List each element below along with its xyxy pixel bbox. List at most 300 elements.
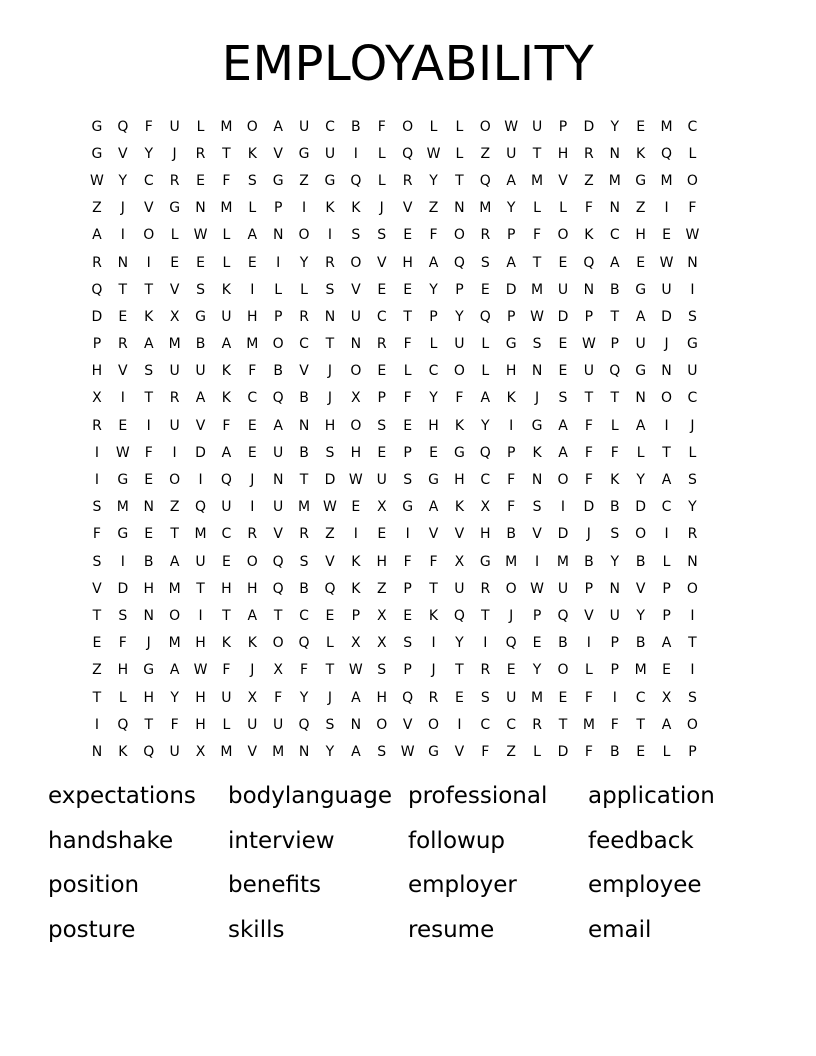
grid-letter[interactable]: W <box>530 580 544 597</box>
grid-letter[interactable]: Z <box>635 200 646 217</box>
grid-letter[interactable]: E <box>377 281 387 298</box>
grid-letter[interactable]: Z <box>584 172 594 189</box>
grid-letter[interactable]: V <box>299 363 309 380</box>
grid-letter[interactable]: I <box>664 200 669 217</box>
grid-letter[interactable]: H <box>91 363 103 380</box>
grid-letter[interactable]: W <box>426 145 441 162</box>
grid-letter[interactable]: V <box>635 580 646 597</box>
grid-letter[interactable]: K <box>584 227 594 244</box>
grid-letter[interactable]: T <box>455 662 464 679</box>
grid-letter[interactable]: I <box>94 472 100 489</box>
grid-letter[interactable]: T <box>636 716 645 733</box>
grid-letter[interactable]: T <box>403 308 412 325</box>
grid-letter[interactable]: Q <box>402 689 414 706</box>
grid-letter[interactable]: B <box>635 553 646 570</box>
grid-letter[interactable]: Y <box>636 607 645 624</box>
grid-letter[interactable]: M <box>634 662 647 679</box>
grid-letter[interactable]: C <box>299 336 309 353</box>
grid-letter[interactable]: S <box>325 281 335 298</box>
grid-letter[interactable]: E <box>325 607 335 624</box>
grid-letter[interactable]: U <box>169 417 180 434</box>
grid-letter[interactable]: I <box>405 526 410 543</box>
grid-letter[interactable]: L <box>429 336 438 353</box>
grid-letter[interactable]: R <box>169 390 180 407</box>
grid-letter[interactable]: P <box>429 308 438 325</box>
grid-letter[interactable]: S <box>403 635 413 652</box>
grid-letter[interactable]: E <box>480 281 490 298</box>
grid-letter[interactable]: G <box>91 118 103 135</box>
grid-letter[interactable]: C <box>506 716 517 733</box>
grid-letter[interactable]: X <box>247 689 258 706</box>
grid-letter[interactable]: T <box>558 716 568 733</box>
grid-letter[interactable]: L <box>662 553 671 570</box>
grid-letter[interactable]: E <box>662 227 671 244</box>
grid-letter[interactable]: U <box>661 281 672 298</box>
grid-letter[interactable]: L <box>222 716 231 733</box>
grid-letter[interactable]: X <box>480 499 491 516</box>
grid-letter[interactable]: K <box>325 200 335 217</box>
grid-letter[interactable]: F <box>533 227 542 244</box>
grid-letter[interactable]: N <box>609 200 620 217</box>
grid-letter[interactable]: T <box>273 607 283 624</box>
grid-letter[interactable]: A <box>428 254 439 271</box>
grid-letter[interactable]: R <box>532 716 542 733</box>
grid-letter[interactable]: S <box>687 689 697 706</box>
grid-letter[interactable]: W <box>193 227 208 244</box>
grid-letter[interactable]: V <box>247 743 258 760</box>
grid-letter[interactable]: A <box>273 118 283 135</box>
grid-letter[interactable]: T <box>222 607 231 624</box>
grid-letter[interactable]: U <box>273 444 284 461</box>
grid-letter[interactable]: R <box>92 417 102 434</box>
grid-letter[interactable]: K <box>118 743 128 760</box>
grid-letter[interactable]: P <box>506 444 516 461</box>
grid-letter[interactable]: L <box>118 689 127 706</box>
grid-letter[interactable]: U <box>376 472 387 489</box>
grid-letter[interactable]: M <box>298 499 311 516</box>
grid-letter[interactable]: O <box>402 118 414 135</box>
grid-letter[interactable]: Y <box>455 635 464 652</box>
grid-letter[interactable]: R <box>195 145 206 162</box>
grid-letter[interactable]: I <box>690 281 695 298</box>
grid-letter[interactable]: L <box>248 200 257 217</box>
grid-letter[interactable]: A <box>351 689 361 706</box>
grid-letter[interactable]: Y <box>688 499 697 516</box>
grid-letter[interactable]: B <box>299 390 309 407</box>
grid-letter[interactable]: A <box>169 553 180 570</box>
grid-letter[interactable]: V <box>376 254 387 271</box>
grid-letter[interactable]: F <box>688 200 697 217</box>
grid-letter[interactable]: A <box>351 743 361 760</box>
grid-letter[interactable]: E <box>247 444 257 461</box>
grid-letter[interactable]: L <box>326 635 334 652</box>
grid-letter[interactable]: P <box>506 227 516 244</box>
grid-letter[interactable]: C <box>428 363 439 380</box>
grid-letter[interactable]: M <box>531 689 544 706</box>
grid-letter[interactable]: P <box>532 607 542 624</box>
grid-letter[interactable]: N <box>350 336 362 353</box>
grid-letter[interactable]: Q <box>220 472 232 489</box>
grid-letter[interactable]: R <box>92 254 102 271</box>
grid-letter[interactable]: V <box>169 281 180 298</box>
grid-letter[interactable]: T <box>92 689 102 706</box>
grid-letter[interactable]: B <box>351 118 361 135</box>
grid-letter[interactable]: F <box>429 553 438 570</box>
grid-letter[interactable]: U <box>454 336 465 353</box>
grid-letter[interactable]: Y <box>481 417 490 434</box>
grid-letter[interactable]: E <box>118 417 128 434</box>
grid-letter[interactable]: B <box>609 499 620 516</box>
grid-letter[interactable]: U <box>557 281 569 298</box>
grid-letter[interactable]: D <box>557 308 569 325</box>
grid-letter[interactable]: G <box>635 281 647 298</box>
grid-letter[interactable]: Y <box>429 390 438 407</box>
grid-letter[interactable]: S <box>247 172 257 189</box>
grid-letter[interactable]: F <box>584 200 593 217</box>
grid-letter[interactable]: Y <box>636 472 645 489</box>
grid-letter[interactable]: C <box>143 172 154 189</box>
grid-letter[interactable]: L <box>559 200 567 217</box>
grid-letter[interactable]: H <box>117 662 129 679</box>
grid-letter[interactable]: L <box>455 118 464 135</box>
grid-letter[interactable]: N <box>583 281 595 298</box>
grid-letter[interactable]: U <box>298 118 310 135</box>
grid-letter[interactable]: R <box>169 172 180 189</box>
grid-letter[interactable]: C <box>221 526 232 543</box>
grid-letter[interactable]: N <box>635 390 646 407</box>
grid-letter[interactable]: N <box>350 716 362 733</box>
grid-letter[interactable]: H <box>376 553 387 570</box>
grid-letter[interactable]: E <box>558 336 568 353</box>
grid-letter[interactable]: G <box>428 743 439 760</box>
grid-letter[interactable]: I <box>509 417 514 434</box>
grid-letter[interactable]: Q <box>272 580 284 597</box>
grid-letter[interactable]: A <box>273 417 283 434</box>
grid-letter[interactable]: Y <box>118 172 128 189</box>
grid-letter[interactable]: S <box>558 390 568 407</box>
grid-letter[interactable]: K <box>247 635 257 652</box>
grid-letter[interactable]: V <box>92 580 102 597</box>
grid-letter[interactable]: W <box>115 444 130 461</box>
grid-letter[interactable]: S <box>377 417 387 434</box>
grid-letter[interactable]: X <box>195 743 206 760</box>
grid-letter[interactable]: K <box>221 635 231 652</box>
grid-letter[interactable]: E <box>247 254 257 271</box>
grid-letter[interactable]: V <box>402 200 413 217</box>
grid-letter[interactable]: L <box>533 743 541 760</box>
grid-letter[interactable]: M <box>660 172 673 189</box>
grid-letter[interactable]: X <box>92 390 102 407</box>
grid-letter[interactable]: Q <box>583 254 595 271</box>
grid-letter[interactable]: Z <box>480 145 491 162</box>
grid-letter[interactable]: H <box>247 580 258 597</box>
grid-letter[interactable]: J <box>327 689 333 706</box>
grid-letter[interactable]: O <box>350 254 362 271</box>
grid-letter[interactable]: Y <box>429 172 438 189</box>
grid-letter[interactable]: F <box>610 444 619 461</box>
grid-letter[interactable]: Q <box>479 308 491 325</box>
grid-letter[interactable]: U <box>506 689 517 706</box>
grid-letter[interactable]: R <box>584 145 594 162</box>
grid-letter[interactable]: J <box>250 662 255 679</box>
grid-letter[interactable]: E <box>247 417 257 434</box>
grid-letter[interactable]: S <box>299 553 309 570</box>
grid-letter[interactable]: A <box>506 254 516 271</box>
grid-letter[interactable]: S <box>480 689 490 706</box>
grid-letter[interactable]: K <box>454 499 464 516</box>
grid-letter[interactable]: A <box>558 444 568 461</box>
grid-letter[interactable]: R <box>402 172 413 189</box>
grid-letter[interactable]: E <box>377 363 387 380</box>
grid-letter[interactable]: L <box>688 145 697 162</box>
grid-letter[interactable]: O <box>272 635 284 652</box>
grid-letter[interactable]: F <box>248 363 257 380</box>
grid-letter[interactable]: H <box>635 227 646 244</box>
grid-letter[interactable]: E <box>636 118 646 135</box>
grid-letter[interactable]: H <box>247 308 258 325</box>
grid-letter[interactable]: G <box>428 472 439 489</box>
grid-letter[interactable]: V <box>454 743 465 760</box>
grid-letter[interactable]: R <box>299 308 309 325</box>
grid-letter[interactable]: O <box>350 363 362 380</box>
grid-letter[interactable]: I <box>120 390 125 407</box>
grid-letter[interactable]: E <box>92 635 102 652</box>
grid-letter[interactable]: H <box>143 580 154 597</box>
grid-letter[interactable]: F <box>222 662 231 679</box>
grid-letter[interactable]: N <box>117 254 129 271</box>
grid-letter[interactable]: T <box>325 336 335 353</box>
grid-letter[interactable]: M <box>220 200 233 217</box>
grid-letter[interactable]: H <box>195 689 206 706</box>
grid-letter[interactable]: I <box>302 200 307 217</box>
grid-letter[interactable]: A <box>480 390 491 407</box>
grid-letter[interactable]: B <box>609 281 620 298</box>
grid-letter[interactable]: N <box>531 363 543 380</box>
grid-letter[interactable]: O <box>246 118 258 135</box>
grid-letter[interactable]: L <box>377 172 386 189</box>
grid-letter[interactable]: F <box>610 716 619 733</box>
grid-letter[interactable]: L <box>481 363 490 380</box>
grid-letter[interactable]: K <box>351 553 361 570</box>
grid-letter[interactable]: C <box>325 118 335 135</box>
grid-letter[interactable]: V <box>118 145 128 162</box>
grid-letter[interactable]: G <box>324 172 336 189</box>
grid-letter[interactable]: Y <box>299 689 309 706</box>
grid-letter[interactable]: W <box>193 662 208 679</box>
grid-letter[interactable]: N <box>272 227 284 244</box>
grid-letter[interactable]: L <box>662 743 671 760</box>
grid-letter[interactable]: A <box>92 227 102 244</box>
grid-letter[interactable]: K <box>221 281 231 298</box>
grid-letter[interactable]: L <box>170 227 179 244</box>
grid-letter[interactable]: G <box>453 444 465 461</box>
grid-letter[interactable]: P <box>403 580 412 597</box>
grid-letter[interactable]: F <box>170 716 179 733</box>
grid-letter[interactable]: Q <box>143 743 155 760</box>
grid-letter[interactable]: P <box>610 662 619 679</box>
grid-letter[interactable]: G <box>91 145 103 162</box>
grid-letter[interactable]: H <box>454 472 465 489</box>
grid-letter[interactable]: V <box>143 200 154 217</box>
grid-letter[interactable]: B <box>299 444 309 461</box>
grid-letter[interactable]: W <box>581 336 596 353</box>
grid-letter[interactable]: I <box>120 553 125 570</box>
grid-letter[interactable]: J <box>250 472 255 489</box>
grid-letter[interactable]: N <box>609 580 620 597</box>
grid-letter[interactable]: V <box>402 716 413 733</box>
grid-letter[interactable]: T <box>299 472 309 489</box>
grid-letter[interactable]: C <box>687 118 698 135</box>
grid-letter[interactable]: P <box>662 580 671 597</box>
grid-letter[interactable]: P <box>377 390 386 407</box>
grid-letter[interactable]: E <box>403 607 413 624</box>
grid-letter[interactable]: R <box>376 336 387 353</box>
grid-letter[interactable]: W <box>659 254 674 271</box>
grid-letter[interactable]: N <box>195 200 206 217</box>
grid-letter[interactable]: S <box>377 743 387 760</box>
grid-letter[interactable]: U <box>687 363 698 380</box>
grid-letter[interactable]: G <box>635 172 647 189</box>
grid-letter[interactable]: M <box>582 716 595 733</box>
grid-letter[interactable]: T <box>481 607 490 624</box>
grid-letter[interactable]: P <box>688 743 697 760</box>
grid-letter[interactable]: N <box>661 363 672 380</box>
grid-letter[interactable]: F <box>403 336 412 353</box>
grid-letter[interactable]: A <box>635 308 646 325</box>
grid-letter[interactable]: S <box>144 363 154 380</box>
grid-letter[interactable]: E <box>196 254 205 271</box>
grid-letter[interactable]: G <box>687 336 698 353</box>
grid-letter[interactable]: V <box>558 172 568 189</box>
grid-letter[interactable]: Q <box>557 607 569 624</box>
grid-letter[interactable]: H <box>195 716 206 733</box>
grid-letter[interactable]: F <box>300 662 309 679</box>
grid-letter[interactable]: W <box>685 227 700 244</box>
grid-letter[interactable]: N <box>298 417 310 434</box>
grid-letter[interactable]: Z <box>169 499 180 516</box>
grid-letter[interactable]: O <box>686 716 698 733</box>
grid-letter[interactable]: I <box>198 472 203 489</box>
grid-letter[interactable]: L <box>688 444 697 461</box>
grid-letter[interactable]: R <box>117 336 128 353</box>
grid-letter[interactable]: I <box>431 635 436 652</box>
grid-letter[interactable]: F <box>507 472 516 489</box>
grid-letter[interactable]: V <box>273 145 283 162</box>
grid-letter[interactable]: H <box>376 689 387 706</box>
grid-letter[interactable]: P <box>584 580 594 597</box>
grid-letter[interactable]: W <box>90 172 104 189</box>
grid-letter[interactable]: G <box>505 336 517 353</box>
grid-letter[interactable]: I <box>483 635 488 652</box>
grid-letter[interactable]: C <box>609 227 620 244</box>
grid-letter[interactable]: U <box>506 145 517 162</box>
grid-letter[interactable]: S <box>196 281 205 298</box>
grid-letter[interactable]: Q <box>298 716 310 733</box>
grid-letter[interactable]: C <box>687 390 698 407</box>
grid-letter[interactable]: T <box>92 607 102 624</box>
grid-letter[interactable]: H <box>195 635 206 652</box>
grid-letter[interactable]: N <box>324 308 336 325</box>
grid-letter[interactable]: R <box>480 580 491 597</box>
grid-letter[interactable]: Y <box>170 689 179 706</box>
grid-letter[interactable]: E <box>221 553 231 570</box>
grid-letter[interactable]: T <box>196 580 205 597</box>
grid-letter[interactable]: I <box>198 607 203 624</box>
grid-letter[interactable]: R <box>428 689 439 706</box>
grid-letter[interactable]: K <box>506 390 516 407</box>
grid-letter[interactable]: X <box>351 390 361 407</box>
grid-letter[interactable]: W <box>400 743 415 760</box>
grid-letter[interactable]: B <box>558 635 568 652</box>
grid-letter[interactable]: J <box>327 390 333 407</box>
grid-letter[interactable]: R <box>247 526 258 543</box>
grid-letter[interactable]: F <box>584 444 593 461</box>
grid-letter[interactable]: D <box>117 580 129 597</box>
grid-letter[interactable]: J <box>327 363 333 380</box>
grid-letter[interactable]: P <box>351 607 361 624</box>
grid-letter[interactable]: P <box>273 200 283 217</box>
grid-letter[interactable]: C <box>661 499 672 516</box>
grid-letter[interactable]: V <box>325 553 335 570</box>
grid-letter[interactable]: T <box>429 580 438 597</box>
grid-letter[interactable]: O <box>298 227 310 244</box>
grid-letter[interactable]: N <box>298 743 310 760</box>
grid-letter[interactable]: B <box>635 635 646 652</box>
grid-letter[interactable]: R <box>480 662 491 679</box>
grid-letter[interactable]: V <box>428 526 439 543</box>
grid-letter[interactable]: E <box>144 472 154 489</box>
grid-letter[interactable]: S <box>480 254 490 271</box>
grid-letter[interactable]: I <box>146 254 151 271</box>
grid-letter[interactable]: S <box>687 308 697 325</box>
grid-letter[interactable]: A <box>221 336 232 353</box>
grid-letter[interactable]: M <box>505 553 518 570</box>
grid-letter[interactable]: I <box>457 716 462 733</box>
grid-letter[interactable]: W <box>323 499 337 516</box>
grid-letter[interactable]: P <box>403 444 412 461</box>
grid-letter[interactable]: Y <box>610 553 620 570</box>
grid-letter[interactable]: K <box>351 200 361 217</box>
grid-letter[interactable]: S <box>377 227 387 244</box>
grid-letter[interactable]: D <box>195 444 206 461</box>
grid-letter[interactable]: N <box>609 145 620 162</box>
grid-letter[interactable]: L <box>222 227 231 244</box>
grid-letter[interactable]: X <box>661 689 672 706</box>
grid-letter[interactable]: S <box>92 499 102 516</box>
grid-letter[interactable]: M <box>168 635 181 652</box>
grid-letter[interactable]: E <box>403 417 413 434</box>
grid-letter[interactable]: A <box>661 716 672 733</box>
grid-letter[interactable]: W <box>530 308 544 325</box>
grid-letter[interactable]: Z <box>376 580 387 597</box>
grid-letter[interactable]: B <box>584 553 594 570</box>
grid-letter[interactable]: K <box>221 390 231 407</box>
grid-letter[interactable]: O <box>557 662 569 679</box>
grid-letter[interactable]: C <box>480 472 491 489</box>
grid-letter[interactable]: W <box>348 472 363 489</box>
grid-letter[interactable]: F <box>584 417 593 434</box>
grid-letter[interactable]: J <box>690 417 695 434</box>
grid-letter[interactable]: Y <box>506 200 516 217</box>
grid-letter[interactable]: Q <box>402 145 414 162</box>
grid-letter[interactable]: U <box>454 580 465 597</box>
grid-letter[interactable]: E <box>403 281 413 298</box>
grid-letter[interactable]: L <box>196 118 205 135</box>
grid-letter[interactable]: U <box>195 363 206 380</box>
grid-letter[interactable]: O <box>272 336 284 353</box>
grid-letter[interactable]: I <box>276 254 281 271</box>
grid-letter[interactable]: Q <box>272 553 284 570</box>
